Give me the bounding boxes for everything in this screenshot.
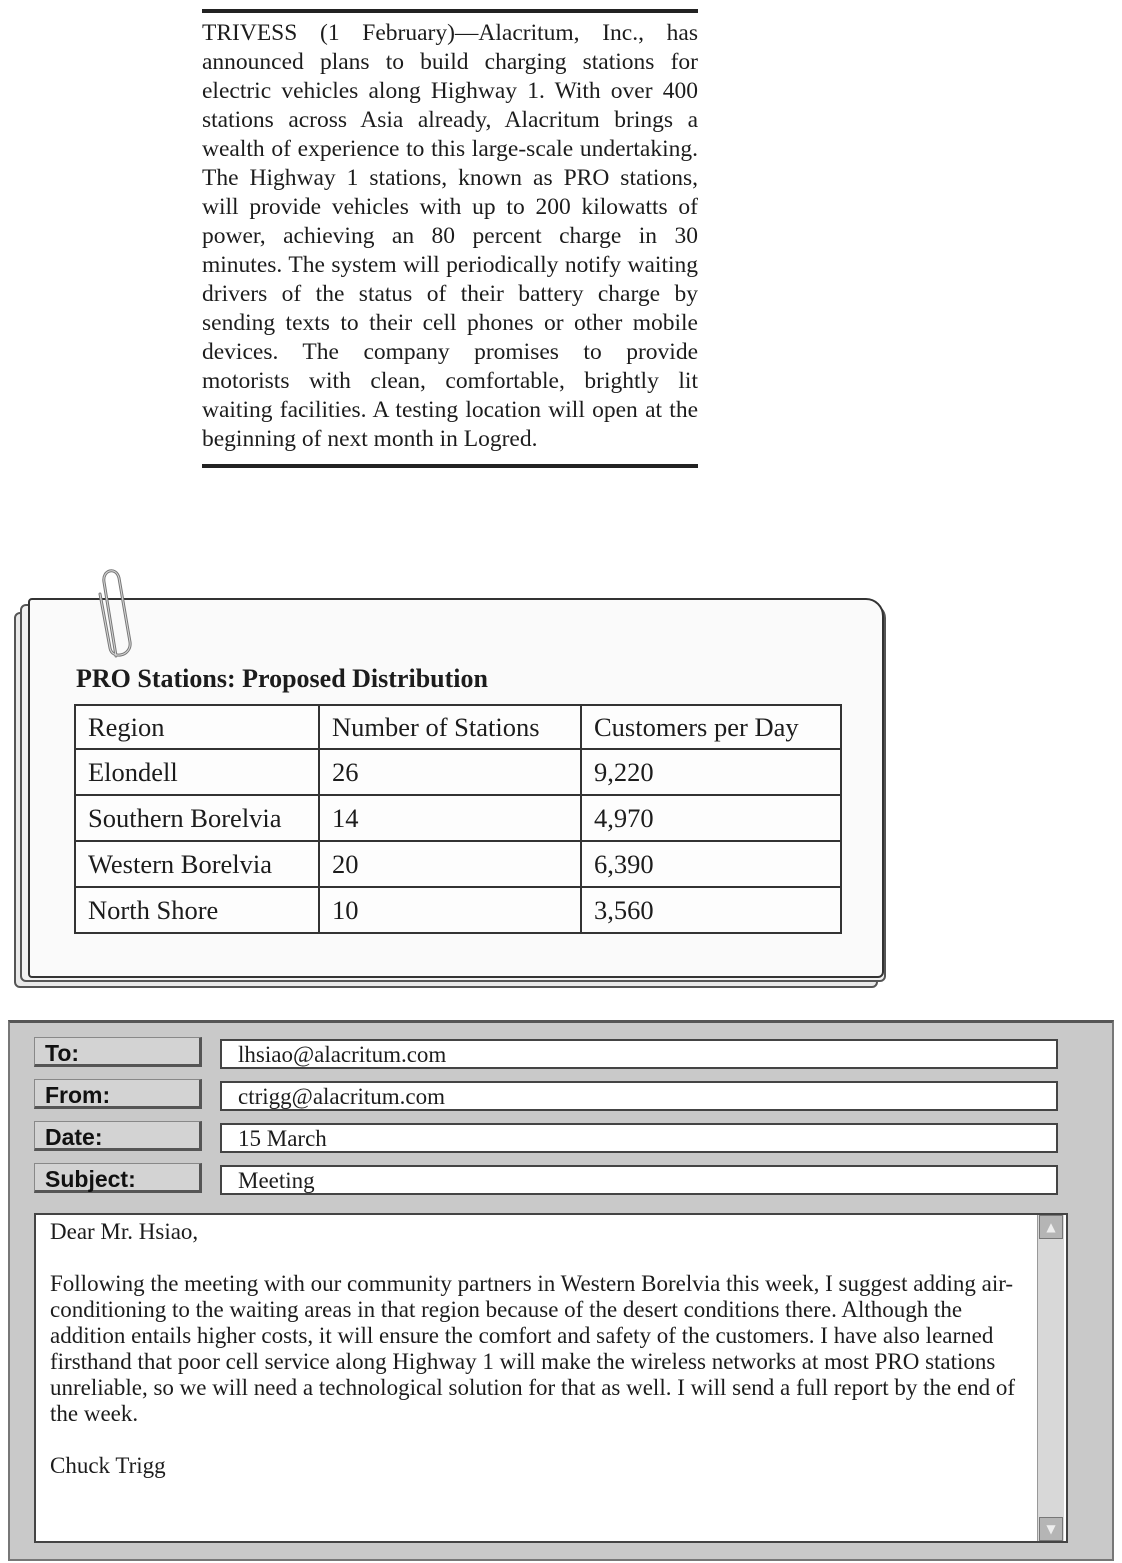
cell-stations: 26 [319,749,581,795]
distribution-table [74,704,842,934]
table-header-row [75,705,841,749]
email-greeting: Dear Mr. Hsiao, [50,1219,199,1244]
cell-customers: 3,560 [581,887,841,933]
cell-region: Elondell [75,749,319,795]
to-field[interactable]: lhsiao@alacritum.com [220,1039,1058,1069]
to-label: To: [34,1037,202,1067]
date-label: Date: [34,1121,202,1151]
subject-field[interactable]: Meeting [220,1165,1058,1195]
cell-region: North Shore [75,887,319,933]
subject-label: Subject: [34,1163,202,1193]
news-article [202,9,698,468]
table-row [75,887,841,933]
email-window [8,1020,1114,1561]
article-text: TRIVESS (1 February)—Alacritum, Inc., has announced plans to build charging stations for electric vehicles along Highway 1. With over 400 stations across Asia already, Alacritum brings a wealth of experience to this large-scale undertaking. The Highway 1 stations, known as PRO stations, will provide vehicles with up to 200 kilowatts of power, achieving an 80 percent charge in 30 minutes. The system will periodically notify waiting drivers of the status of their battery charge by sending texts to their cell phones or other mobile devices. The company promises to provide motorists with clean, comfortable, brightly lit waiting facilities. A testing location will open at the beginning of next month in Logred. [202,20,698,452]
email-body-text [50,1219,1042,1505]
cell-customers: 6,390 [581,841,841,887]
vertical-scrollbar[interactable] [1037,1215,1064,1541]
cell-customers: 4,970 [581,795,841,841]
from-field[interactable]: ctrigg@alacritum.com [220,1081,1058,1111]
cell-stations: 10 [319,887,581,933]
email-body[interactable] [34,1213,1068,1543]
cell-customers: 9,220 [581,749,841,795]
from-label: From: [34,1079,202,1109]
scroll-down-icon[interactable]: ▼ [1039,1517,1063,1541]
scroll-up-icon[interactable]: ▲ [1039,1215,1063,1239]
table-row [75,795,841,841]
table-row [75,841,841,887]
note-card-front [28,598,884,978]
column-header-customers: Customers per Day [581,705,841,749]
cell-region: Western Borelvia [75,841,319,887]
note-card [6,592,886,992]
cell-stations: 20 [319,841,581,887]
table-title: PRO Stations: Proposed Distribution [76,664,488,693]
cell-region: Southern Borelvia [75,795,319,841]
table-row [75,749,841,795]
email-paragraph: Following the meeting with our community partners in Western Borelvia this week, I suggest adding air-conditioning to the waiting areas in that region because of the desert conditions there. Although the addition entails higher costs, it will ensure the comfort and safety of the customers. I have also learned firsthand that poor cell service along Highway 1 will make the wireless networks at most PRO stations unreliable, so we will need a technological solution for that as well. I will send a full report by the end of the week. [50,1271,1016,1426]
column-header-stations: Number of Stations [319,705,581,749]
date-field[interactable]: 15 March [220,1123,1058,1153]
column-header-region: Region [75,705,319,749]
email-signature: Chuck Trigg [50,1453,166,1478]
paperclip-icon [86,564,136,668]
cell-stations: 14 [319,795,581,841]
